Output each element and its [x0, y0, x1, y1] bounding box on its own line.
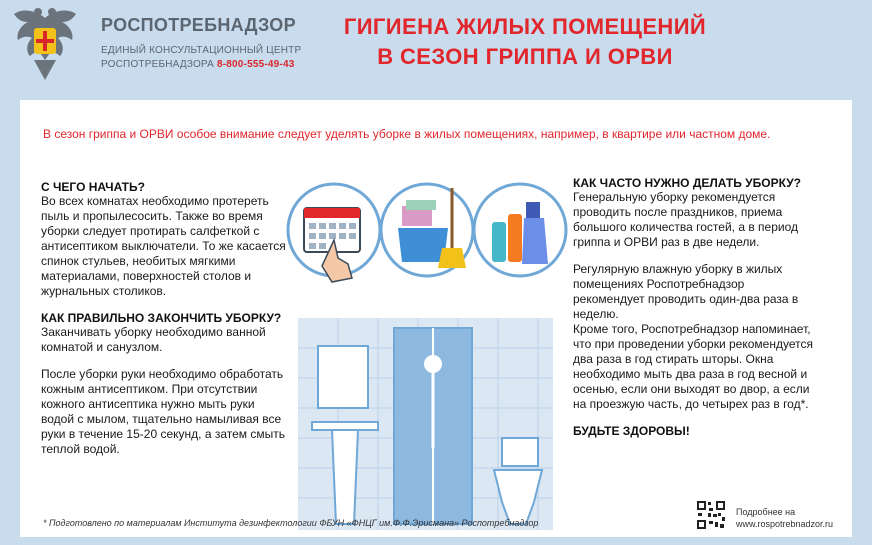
section-heading-frequency: КАК ЧАСТО НУЖНО ДЕЛАТЬ УБОРКУ? [573, 176, 801, 190]
more-info-label: Подробнее на [736, 507, 796, 517]
right-column [573, 176, 813, 438]
frequency-text-2: Регулярную влажную уборку в жилых помещениях Роспотребнадзор рекомендует проводить один-два раза в неделю. [573, 262, 799, 321]
org-subtitle: ЕДИНЫЙ КОНСУЛЬТАЦИОННЫЙ ЦЕНТР [101, 45, 302, 56]
cleaning-illustrations [282, 178, 572, 288]
frequency-text-1: Генеральную уборку рекомендуется проводить после праздников, приема большого количества гостей, а в период гриппа и ОРВИ раз в две недели. [573, 190, 798, 249]
left-column [41, 180, 286, 457]
section-text-finish-1: Заканчивать уборку необходимо ванной комнатой и санузлом. [41, 325, 266, 354]
section-text-finish-2: После уборки руки необходимо обработать кожным антисептиком. При отсутствии кожного антисептика нужно мыть руки водой с мылом, тщательно намыливая все руки в течение 15-20 секунд, а затем смыть теплой водой. [41, 367, 285, 456]
footnote: * Подготовлено по материалам Института дезинфектологии ФБУН «ФНЦГ им.Ф.Ф.Эрисмана» Роспотребнадзор [43, 518, 539, 528]
page-title [300, 12, 750, 72]
closing-text: БУДЬТЕ ЗДОРОВЫ! [573, 424, 690, 438]
org-subtitle-phone-line [101, 59, 294, 70]
section-heading-finish: КАК ПРАВИЛЬНО ЗАКОНЧИТЬ УБОРКУ? [41, 311, 282, 325]
cleaning-spray-bottles-icon [474, 184, 566, 276]
intro-text: В сезон гриппа и ОРВИ особое внимание следует уделять уборке в жилых помещениях, например, в квартире или частном доме. [43, 127, 771, 141]
bucket-mop-icon [381, 184, 473, 276]
org-subtitle-2: РОСПОТРЕБНАДЗОРА [101, 59, 214, 70]
shower-cabin-icon [394, 328, 472, 524]
qr-code-icon [696, 500, 726, 530]
website-link[interactable]: www.rospotrebnadzor.ru [736, 519, 834, 529]
title-line-2: В СЕЗОН ГРИППА И ОРВИ [377, 44, 673, 69]
title-line-1: ГИГИЕНА ЖИЛЫХ ПОМЕЩЕНИЙ [343, 14, 707, 39]
org-name: РОСПОТРЕБНАДЗОР [101, 15, 296, 35]
hotline-phone: 8-800-555-49-43 [216, 59, 295, 70]
bathroom-illustration [298, 318, 553, 530]
calendar-hand-icon [288, 184, 380, 282]
section-heading-start: С ЧЕГО НАЧАТЬ? [41, 180, 145, 194]
frequency-text-3: Кроме того, Роспотребнадзор напоминает, что при проведении уборки рекомендуется два раза в год стирать шторы. Окна необходимо мыть два раза в год весной и осенью, если они выходят во двор, а если на проезжую часть, до четырех раз в год*. [573, 322, 813, 411]
content-card [20, 100, 852, 537]
double-headed-eagle-emblem-icon [12, 4, 78, 84]
section-text-start: Во всех комнатах необходимо протереть пыль и пропылесосить. Также во время уборки следует протирать салфеткой с антисептиком выключатели. То же касается спинок стульев, необитых мягкими материалами, поверхностей столов и журнальных столиков. [41, 194, 286, 298]
header [0, 0, 872, 95]
